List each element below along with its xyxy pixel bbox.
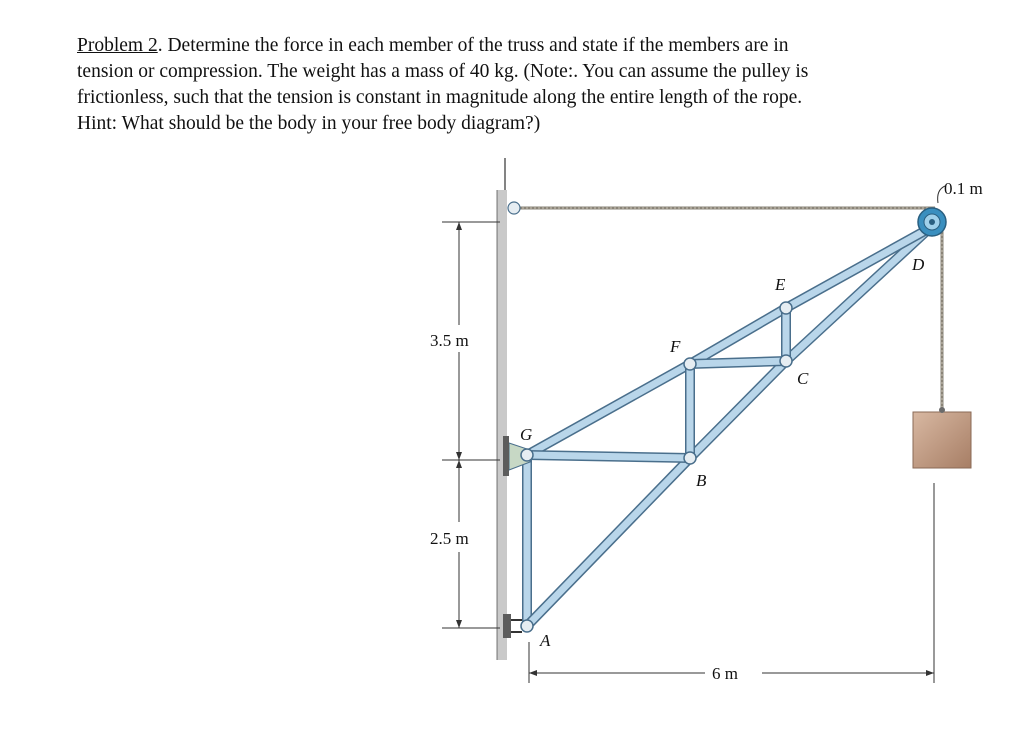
weight-hook [939,407,945,413]
problem-line-1-text: . Determine the force in each member of the truss and state if the members are in [157,35,789,56]
member-GB [527,455,690,458]
member-BC [690,361,786,458]
hanging-weight [913,412,971,468]
support-A [503,614,522,638]
problem-line-4: Hint: What should be the body in your free body diagram?) [77,113,541,134]
label-B: B [696,471,707,490]
label-D: D [912,255,925,274]
joint-pins [521,302,792,632]
truss-members [527,228,930,626]
pin-G [521,449,533,461]
member-AB [527,458,690,626]
label-F: F [670,337,681,356]
pin-B [684,452,696,464]
label-E: E [775,275,786,294]
dimension-upper-height: 3.5 m [430,331,469,350]
problem-line-3: frictionless, such that the tension is constant in magnitude along the entire length of the rope. [77,87,803,108]
label-G: G [520,425,533,444]
rope [514,208,942,408]
pin-E [780,302,792,314]
problem-line-2: tension or compression. The weight has a mass of 40 kg. (Note:. You can assume the pulley is [77,61,809,82]
wall [497,158,507,660]
member-GF [527,364,690,455]
pulley-D [918,208,946,236]
problem-label: Problem 2 [77,35,158,56]
pin-C [780,355,792,367]
pin-A [521,620,533,632]
dimension-lower-height: 2.5 m [430,529,469,548]
dimension-horizontal-span: 6 m [712,664,738,683]
member-FC [690,361,786,364]
label-A: A [540,631,551,650]
pin-F [684,358,696,370]
dimension-pulley-radius: 0.1 m [944,179,983,198]
member-FE [690,308,786,364]
label-C: C [797,369,809,388]
rope-anchor [508,202,520,214]
